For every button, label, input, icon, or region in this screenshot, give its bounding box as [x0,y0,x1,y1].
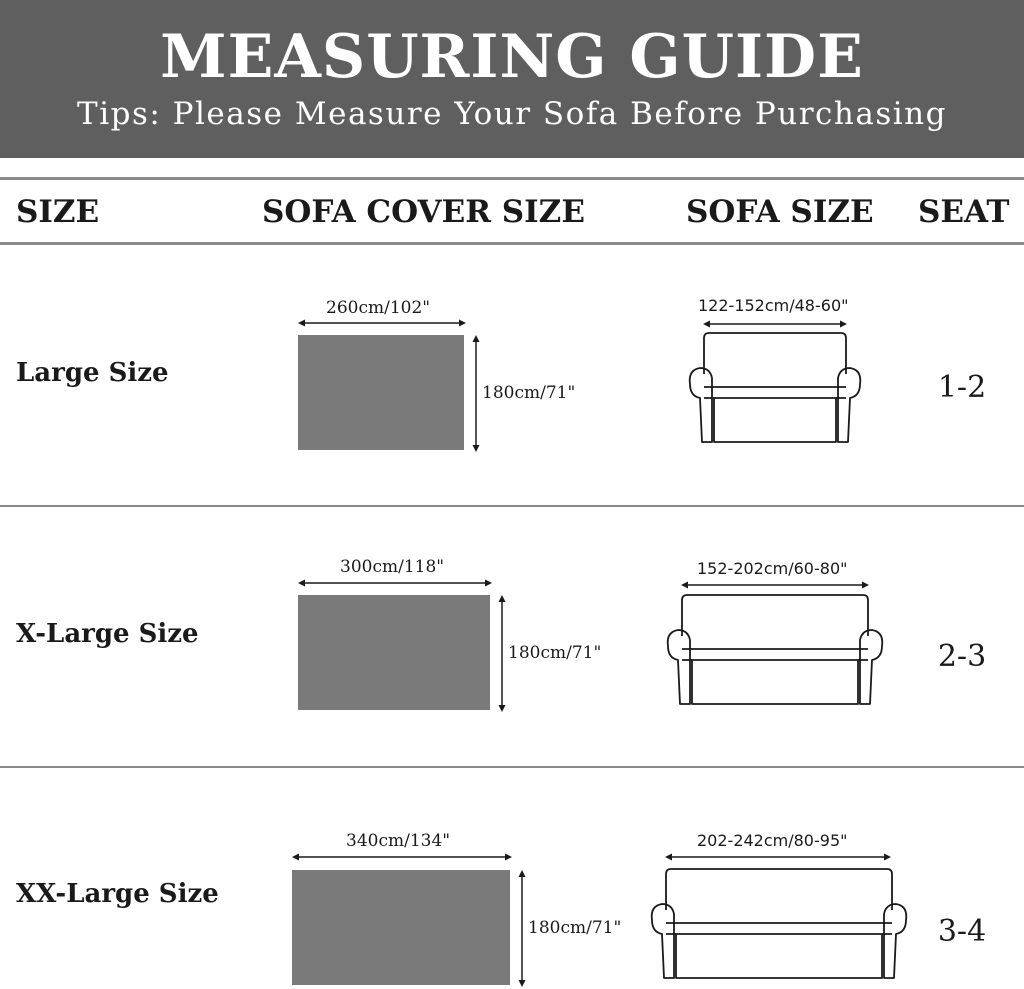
horizontal-arrow-icon [298,316,466,330]
vertical-arrow-icon [495,595,509,712]
row-divider [0,766,1024,768]
cover-height-label: 180cm/71" [528,918,622,938]
vertical-arrow-icon [469,335,483,452]
size-label: X-Large Size [16,619,199,649]
sofa-width-label: 202-242cm/80-95" [697,831,848,850]
row-divider [0,505,1024,507]
column-header-size: SIZE [16,194,100,230]
vertical-arrow-icon [515,870,529,987]
page-subtitle: Tips: Please Measure Your Sofa Before Purchasing [77,96,947,132]
cover-swatch [292,870,510,985]
column-header-cover-size: SOFA COVER SIZE [262,194,585,230]
cover-width-label: 300cm/118" [340,557,445,577]
seat-count: 1-2 [937,370,987,405]
cover-swatch [298,595,490,710]
page-title: MEASURING GUIDE [160,22,864,92]
cover-width-label: 340cm/134" [346,831,451,851]
cover-width-label: 260cm/102" [326,298,431,318]
sofa-width-label: 122-152cm/48-60" [698,296,849,315]
cover-height-label: 180cm/71" [482,383,576,403]
column-header-seat: SEAT [918,194,1010,230]
seat-count: 3-4 [937,914,987,949]
sofa-icon [686,332,864,444]
horizontal-arrow-icon [665,850,891,864]
column-header-sofa-size: SOFA SIZE [686,194,874,230]
cover-height-label: 180cm/71" [508,643,602,663]
horizontal-arrow-icon [298,576,492,590]
sofa-width-label: 152-202cm/60-80" [697,559,848,578]
table-top-rule [0,177,1024,180]
size-label: Large Size [16,358,169,388]
seat-count: 2-3 [937,639,987,674]
horizontal-arrow-icon [703,317,847,331]
horizontal-arrow-icon [292,850,512,864]
table-header-rule [0,242,1024,245]
horizontal-arrow-icon [681,578,869,592]
sofa-icon [664,594,886,706]
sofa-icon [648,868,910,980]
size-label: XX-Large Size [16,879,219,909]
header-banner [0,0,1024,158]
cover-swatch [298,335,464,450]
